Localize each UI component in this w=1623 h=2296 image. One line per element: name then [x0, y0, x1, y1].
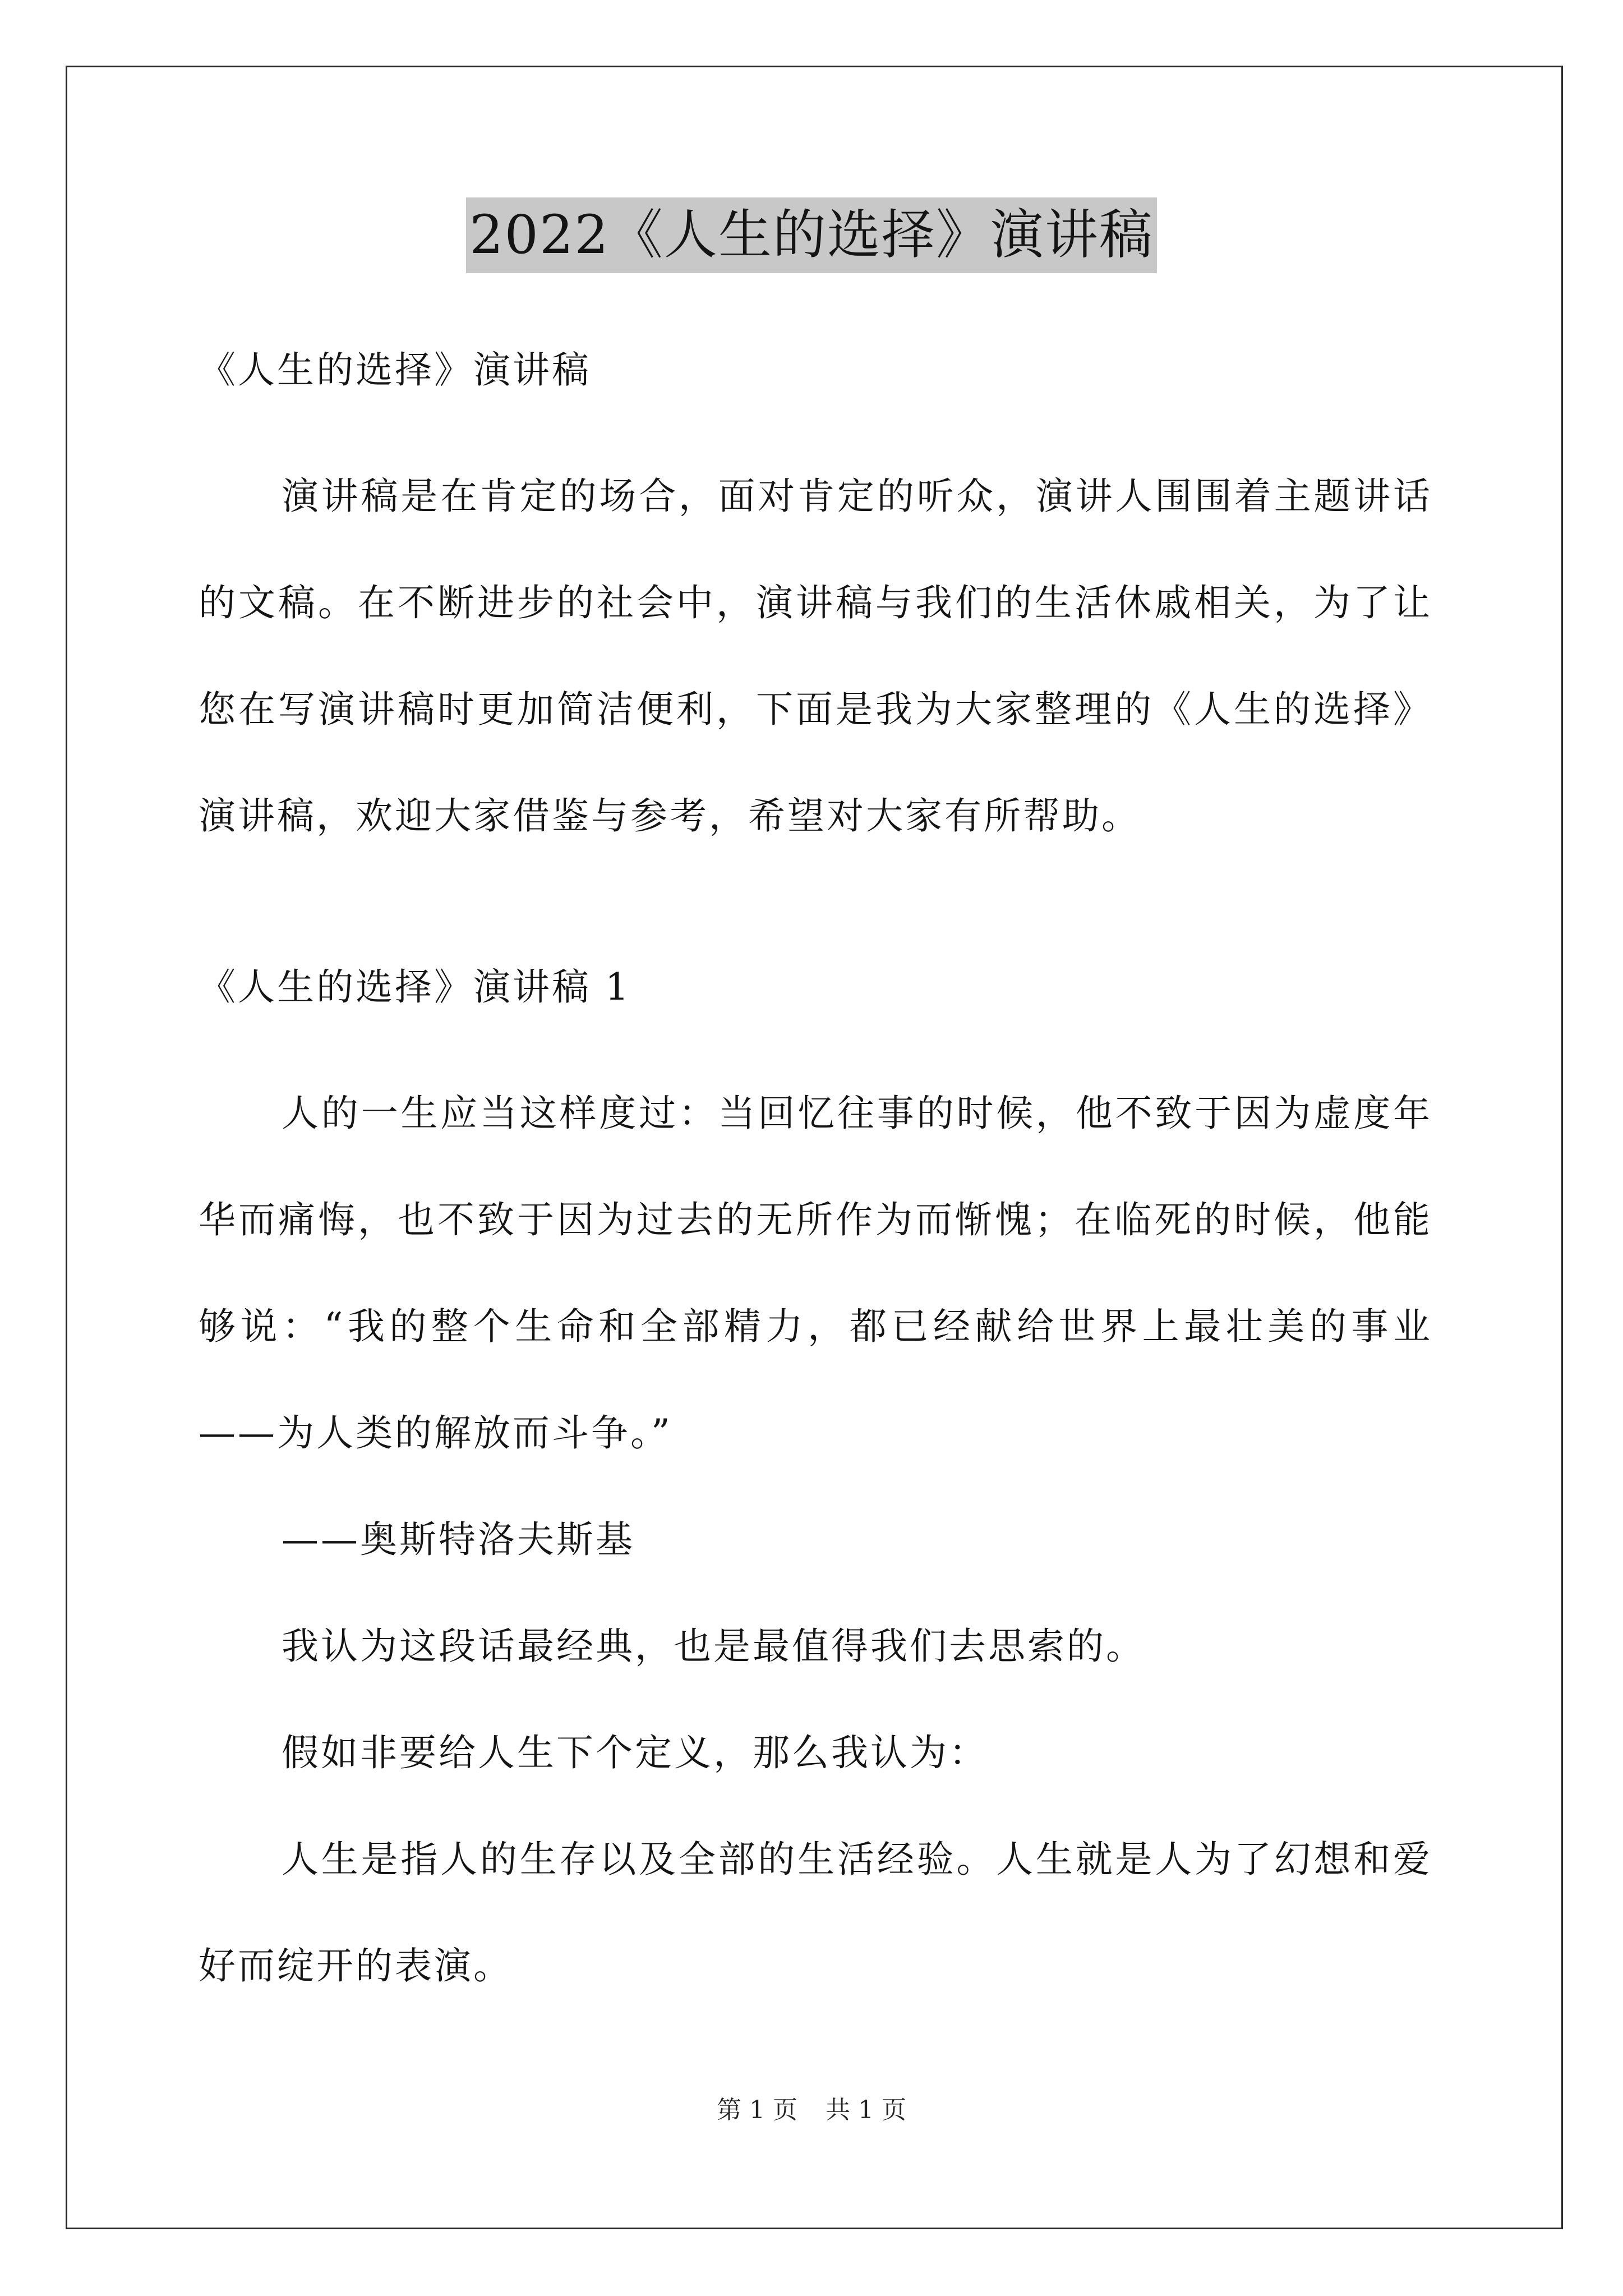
page-number: 第 1 页 [717, 2096, 797, 2124]
intro-paragraph: 演讲稿是在肯定的场合，面对肯定的听众，演讲人围围着主题讲话的文稿。在不断进步的社会中，演讲稿与我们的生活休戚相关，为了让您在写演讲稿时更加简洁便利，下面是我为大家整理的《人生的选择》演讲稿，欢迎大家借鉴与参考，希望对大家有所帮助。 [199, 475, 1432, 838]
page-total: 共 1 页 [826, 2096, 906, 2124]
body-paragraph: 我认为这段话最经典，也是最值得我们去思索的。 [282, 1625, 1145, 1668]
spacer [199, 1015, 1432, 1060]
section-heading: 《人生的选择》演讲稿 1 [199, 965, 631, 1009]
spacer [199, 398, 1432, 443]
document-title: 2022《人生的选择》演讲稿 [466, 197, 1157, 273]
page-footer [0, 2093, 1623, 2127]
quote-attribution: ——奥斯特洛夫斯基 [282, 1518, 635, 1561]
spacer [199, 869, 1432, 959]
body-paragraph: 人的一生应当这样度过：当回忆往事的时候，他不致于因为虚度年华而痛悔，也不致于因为过去的无所作为而惭愧；在临死的时候，他能够说：“我的整个生命和全部精力，都已经献给世界上最壮美的事业——为人类的解放而斗争。” [199, 1092, 1432, 1455]
title-container [0, 197, 1623, 273]
body-paragraph: 假如非要给人生下个定义，那么我认为： [282, 1731, 988, 1774]
subtitle-heading: 《人生的选择》演讲稿 [199, 348, 591, 392]
body-paragraph: 人生是指人的生存以及全部的生活经验。人生就是人为了幻想和爱好而绽开的表演。 [199, 1838, 1432, 1987]
document-body [199, 342, 1432, 2019]
